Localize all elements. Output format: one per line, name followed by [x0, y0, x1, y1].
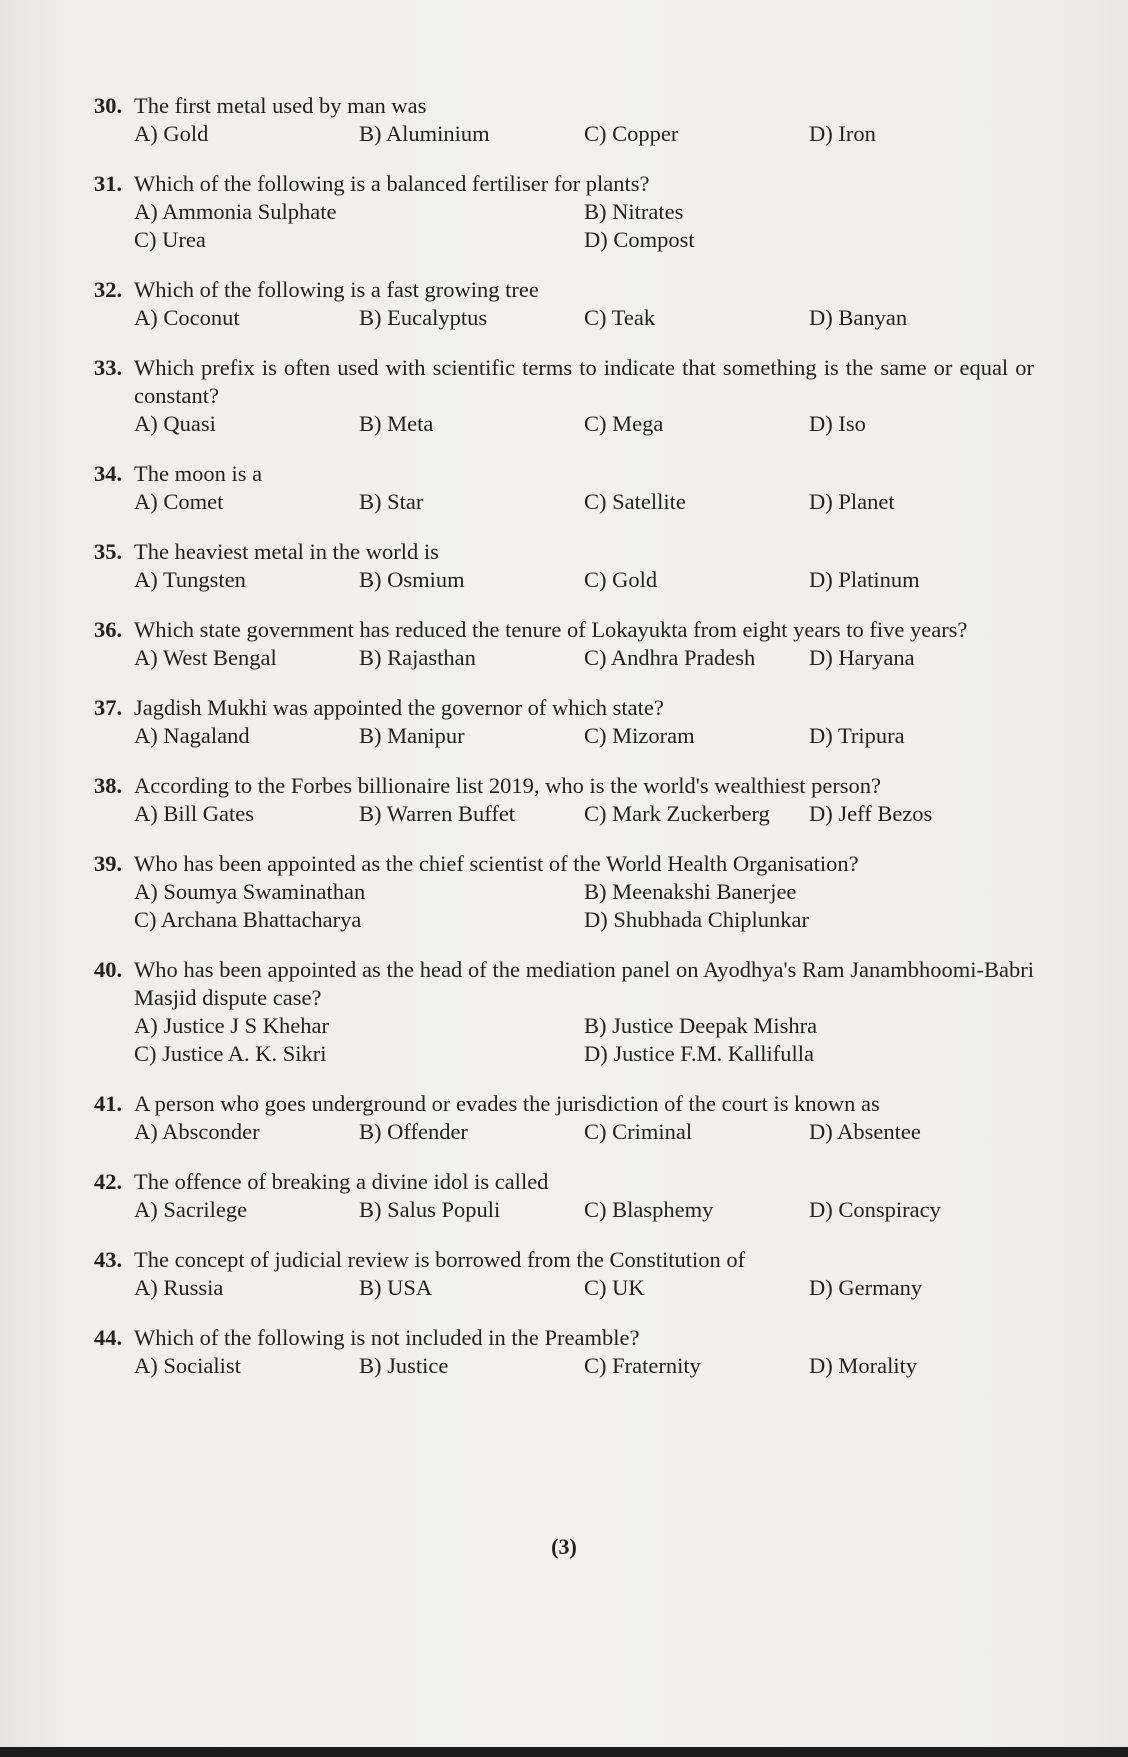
answer-option: C) Mark Zuckerberg [584, 801, 770, 826]
question-item [94, 92, 1034, 148]
answer-option: A) Nagaland [134, 723, 250, 748]
answer-option: C) Urea [134, 227, 206, 252]
answer-option: C) UK [584, 1275, 645, 1300]
question-number: 31. [94, 171, 123, 196]
answer-options [94, 304, 1034, 332]
question-stem [94, 170, 1034, 198]
answer-option: A) Quasi [134, 411, 216, 436]
question-text: Which state government has reduced the tenure of Lokayukta from eight years to five years? [134, 617, 968, 642]
answer-options [94, 1012, 1034, 1068]
answer-option: D) Conspiracy [809, 1197, 941, 1222]
answer-option: D) Germany [809, 1275, 923, 1300]
answer-option: A) Ammonia Sulphate [134, 199, 337, 224]
answer-option: D) Banyan [809, 305, 908, 330]
question-stem [94, 354, 1034, 410]
question-list [94, 92, 1034, 1380]
question-text: Jagdish Mukhi was appointed the governor of which state? [134, 695, 664, 720]
answer-option: B) Justice [359, 1353, 449, 1378]
question-stem [94, 694, 1034, 722]
answer-option: A) Russia [134, 1275, 224, 1300]
answer-option: D) Iso [809, 411, 866, 436]
answer-option: C) Justice A. K. Sikri [134, 1041, 327, 1066]
answer-options [94, 198, 1034, 254]
answer-option: A) Soumya Swaminathan [134, 879, 366, 904]
answer-option: D) Absentee [809, 1119, 921, 1144]
answer-option: C) Mega [584, 411, 664, 436]
question-number: 44. [94, 1325, 123, 1350]
question-text: The moon is a [134, 461, 263, 486]
question-stem [94, 460, 1034, 488]
question-number: 33. [94, 355, 123, 380]
answer-options [94, 1196, 1034, 1224]
answer-option: B) Offender [359, 1119, 468, 1144]
bottom-border [0, 1747, 1128, 1757]
question-stem [94, 538, 1034, 566]
answer-option: B) Meta [359, 411, 434, 436]
answer-option: B) Star [359, 489, 424, 514]
answer-option: A) Tungsten [134, 567, 246, 592]
question-text: Which of the following is not included in the Preamble? [134, 1325, 640, 1350]
question-number: 39. [94, 851, 123, 876]
question-text: Who has been appointed as the head of the mediation panel on Ayodhya's Ram Janambhoomi-Babri Masjid dispute case? [134, 957, 1034, 1010]
answer-options [94, 878, 1034, 934]
question-stem [94, 1324, 1034, 1352]
answer-options [94, 410, 1034, 438]
question-item [94, 538, 1034, 594]
answer-option: C) Satellite [584, 489, 686, 514]
question-stem [94, 616, 1034, 644]
question-number: 30. [94, 93, 123, 118]
question-text: The heaviest metal in the world is [134, 539, 439, 564]
question-stem [94, 956, 1034, 1012]
answer-option: A) Comet [134, 489, 224, 514]
answer-option: D) Shubhada Chiplunkar [584, 907, 809, 932]
answer-option: B) USA [359, 1275, 433, 1300]
answer-options [94, 722, 1034, 750]
question-item [94, 850, 1034, 934]
answer-option: C) Teak [584, 305, 656, 330]
answer-option: D) Jeff Bezos [809, 801, 933, 826]
question-item [94, 354, 1034, 438]
question-item [94, 1246, 1034, 1302]
answer-option: D) Iron [809, 121, 876, 146]
question-number: 35. [94, 539, 123, 564]
answer-option: B) Aluminium [359, 121, 490, 146]
question-number: 34. [94, 461, 123, 486]
question-stem [94, 1090, 1034, 1118]
question-item [94, 694, 1034, 750]
question-text: The offence of breaking a divine idol is called [134, 1169, 549, 1194]
answer-option: A) Gold [134, 121, 209, 146]
answer-option: D) Compost [584, 227, 695, 252]
question-text: Which of the following is a fast growing tree [134, 277, 539, 302]
question-number: 43. [94, 1247, 123, 1272]
answer-option: B) Salus Populi [359, 1197, 501, 1222]
answer-option: A) Coconut [134, 305, 240, 330]
question-text: Which of the following is a balanced fertiliser for plants? [134, 171, 650, 196]
question-text: A person who goes underground or evades the jurisdiction of the court is known as [134, 1091, 880, 1116]
answer-option: B) Osmium [359, 567, 465, 592]
answer-option: A) West Bengal [134, 645, 277, 670]
question-number: 40. [94, 957, 123, 982]
answer-option: C) Criminal [584, 1119, 693, 1144]
answer-option: D) Tripura [809, 723, 905, 748]
question-number: 41. [94, 1091, 123, 1116]
answer-option: C) Andhra Pradesh [584, 645, 756, 670]
answer-option: D) Haryana [809, 645, 915, 670]
answer-options [94, 1274, 1034, 1302]
question-item [94, 170, 1034, 254]
answer-option: B) Nitrates [584, 199, 684, 224]
answer-option: B) Eucalyptus [359, 305, 488, 330]
answer-option: A) Bill Gates [134, 801, 254, 826]
question-text: The first metal used by man was [134, 93, 427, 118]
question-stem [94, 276, 1034, 304]
question-text: Which prefix is often used with scientific terms to indicate that something is the same or equal or constant? [134, 355, 1034, 408]
answer-options [94, 1352, 1034, 1380]
answer-option: B) Rajasthan [359, 645, 476, 670]
question-stem [94, 92, 1034, 120]
question-number: 36. [94, 617, 123, 642]
question-text: According to the Forbes billionaire list 2019, who is the world's wealthiest person? [134, 773, 882, 798]
answer-option: B) Meenakshi Banerjee [584, 879, 797, 904]
answer-options [94, 1118, 1034, 1146]
question-number: 37. [94, 695, 123, 720]
answer-option: D) Planet [809, 489, 895, 514]
question-item [94, 276, 1034, 332]
answer-option: A) Justice J S Khehar [134, 1013, 329, 1038]
question-number: 42. [94, 1169, 123, 1194]
question-stem [94, 1168, 1034, 1196]
page-number: (3) [551, 1534, 577, 1559]
answer-options [94, 488, 1034, 516]
answer-options [94, 644, 1034, 672]
answer-option: C) Fraternity [584, 1353, 701, 1378]
answer-options [94, 800, 1034, 828]
question-stem [94, 772, 1034, 800]
answer-option: A) Sacrilege [134, 1197, 248, 1222]
answer-option: B) Warren Buffet [359, 801, 516, 826]
answer-option: D) Morality [809, 1353, 918, 1378]
answer-option: D) Justice F.M. Kallifulla [584, 1041, 815, 1066]
answer-options [94, 120, 1034, 148]
answer-option: C) Archana Bhattacharya [134, 907, 362, 932]
question-item [94, 956, 1034, 1068]
question-item [94, 1324, 1034, 1380]
answer-option: C) Blasphemy [584, 1197, 714, 1222]
answer-option: A) Socialist [134, 1353, 241, 1378]
question-stem [94, 1246, 1034, 1274]
question-number: 32. [94, 277, 123, 302]
question-item [94, 1168, 1034, 1224]
question-text: The concept of judicial review is borrowed from the Constitution of [134, 1247, 746, 1272]
question-number: 38. [94, 773, 123, 798]
question-item [94, 616, 1034, 672]
question-item [94, 772, 1034, 828]
answer-option: B) Justice Deepak Mishra [584, 1013, 818, 1038]
question-item [94, 1090, 1034, 1146]
question-text: Who has been appointed as the chief scientist of the World Health Organisation? [134, 851, 859, 876]
answer-option: C) Gold [584, 567, 658, 592]
answer-option: B) Manipur [359, 723, 465, 748]
answer-option: C) Mizoram [584, 723, 695, 748]
answer-option: A) Absconder [134, 1119, 260, 1144]
answer-options [94, 566, 1034, 594]
question-stem [94, 850, 1034, 878]
answer-option: D) Platinum [809, 567, 920, 592]
answer-option: C) Copper [584, 121, 679, 146]
question-item [94, 460, 1034, 516]
